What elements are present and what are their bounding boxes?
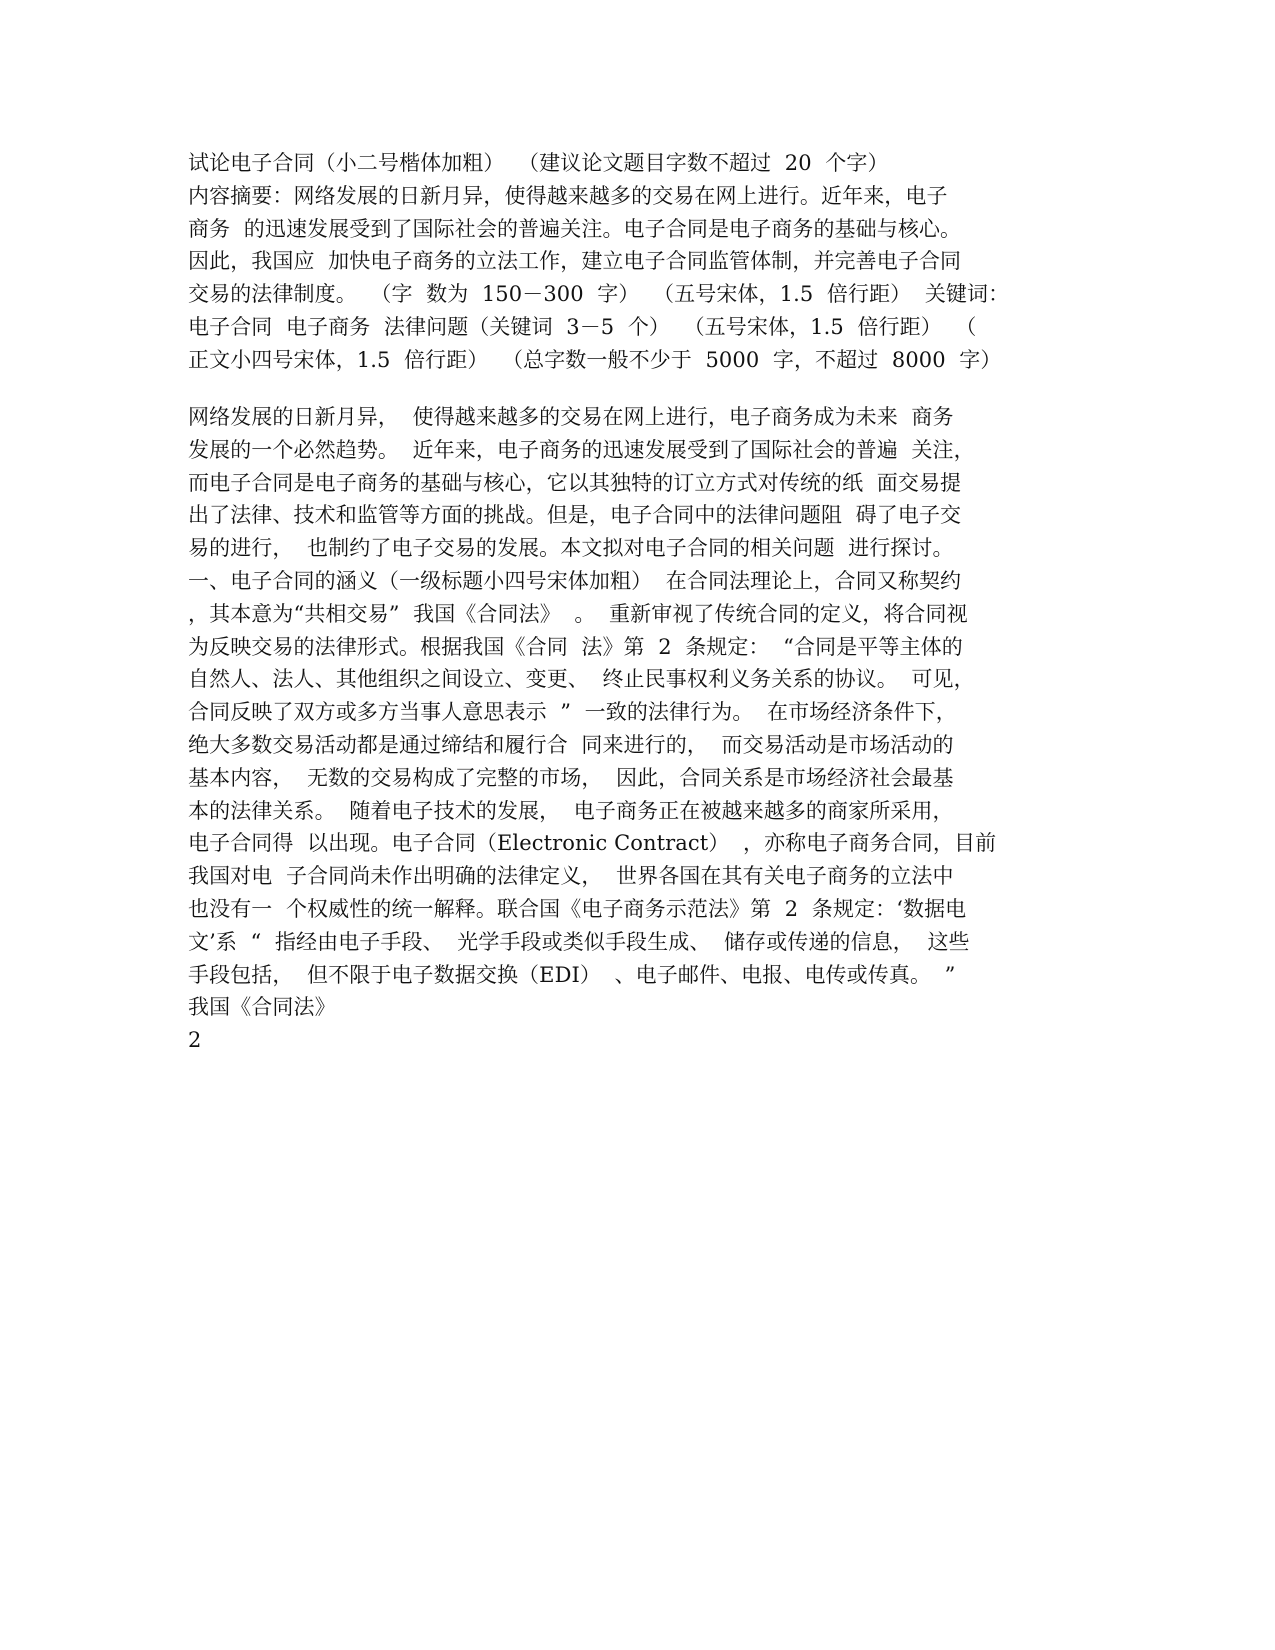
- body-line: 为反映交易的法律形式。根据我国《合同 法》第 2 条规定： “合同是平等主体的: [188, 634, 963, 659]
- body-line: 自然人、法人、其他组织之间设立、变更、 终止民事权利义务关系的协议。 可见，: [188, 667, 975, 692]
- body-line: ，其本意为“共相交易” 我国《合同法》 。 重新审视了传统合同的定义，将合同视: [188, 601, 968, 626]
- page-number: 2: [188, 1028, 202, 1053]
- abstract-line: 因此，我国应 加快电子商务的立法工作，建立电子合同监管体制，并完善电子合同: [188, 249, 962, 274]
- abstract-line: 商务 的迅速发展受到了国际社会的普遍关注。电子合同是电子商务的基础与核心。: [188, 216, 962, 241]
- abstract-line: 交易的法律制度。 （字 数为 150－300 字） （五号宋体，1.5 倍行距） 关键词：: [188, 282, 1010, 307]
- body-line: 而电子合同是电子商务的基础与核心，它以其独特的订立方式对传统的纸 面交易提: [188, 470, 962, 495]
- body-line: 发展的一个必然趋势。 近年来，电子商务的迅速发展受到了国际社会的普遍 关注，: [188, 437, 975, 462]
- section-heading-line: 一、电子合同的涵义（一级标题小四号宋体加粗） 在合同法理论上，合同又称契约: [188, 568, 962, 593]
- body-line: 我国《合同法》: [188, 995, 336, 1020]
- body-line: 手段包括， 但不限于电子数据交换（EDI） 、电子邮件、电报、电传或传真。 ”: [188, 962, 956, 987]
- body-line: 电子合同得 以出现。电子合同（Electronic Contract） ，亦称电子商务合同，目前: [188, 831, 997, 856]
- keywords-line: 电子合同 电子商务 法律问题（关键词 3－5 个） （五号宋体，1.5 倍行距） （: [188, 314, 977, 339]
- body-line: 基本内容， 无数的交易构成了完整的市场， 因此，合同关系是市场经济社会最基: [188, 765, 954, 790]
- body-line: 文’系 “ 指经由电子手段、 光学手段或类似手段生成、 储存或传递的信息， 这些: [188, 929, 970, 954]
- abstract-line: 内容摘要：网络发展的日新月异，使得越来越多的交易在网上进行。近年来，电子: [188, 183, 948, 208]
- body-line: 绝大多数交易活动都是通过缔结和履行合 同来进行的， 而交易活动是市场活动的: [188, 732, 954, 757]
- title-and-abstract-block: [188, 147, 1088, 377]
- body-line: 我国对电 子合同尚未作出明确的法律定义， 世界各国在其有关电子商务的立法中: [188, 864, 954, 889]
- body-line: 出了法律、技术和监管等方面的挑战。但是，电子合同中的法律问题阻 碍了电子交: [188, 503, 962, 528]
- body-text-block: [188, 401, 1088, 1057]
- body-line: 易的进行， 也制约了电子交易的发展。本文拟对电子合同的相关问题 进行探讨。: [188, 536, 954, 561]
- body-line: 也没有一 个权威性的统一解释。联合国《电子商务示范法》第 2 条规定：‘数据电: [188, 896, 967, 921]
- body-line: 合同反映了双方或多方当事人意思表示 ” 一致的法律行为。 在市场经济条件下，: [188, 700, 957, 725]
- paper-title-line: 试论电子合同（小二号楷体加粗） （建议论文题目字数不超过 20 个字）: [188, 151, 889, 175]
- formatting-note-line: 正文小四号宋体，1.5 倍行距） （总字数一般不少于 5000 字，不超过 8000 字）: [188, 347, 1002, 372]
- body-line: 本的法律关系。 随着电子技术的发展， 电子商务正在被越来越多的商家所采用，: [188, 798, 954, 823]
- body-line: 网络发展的日新月异， 使得越来越多的交易在网上进行，电子商务成为未来 商务: [188, 405, 954, 429]
